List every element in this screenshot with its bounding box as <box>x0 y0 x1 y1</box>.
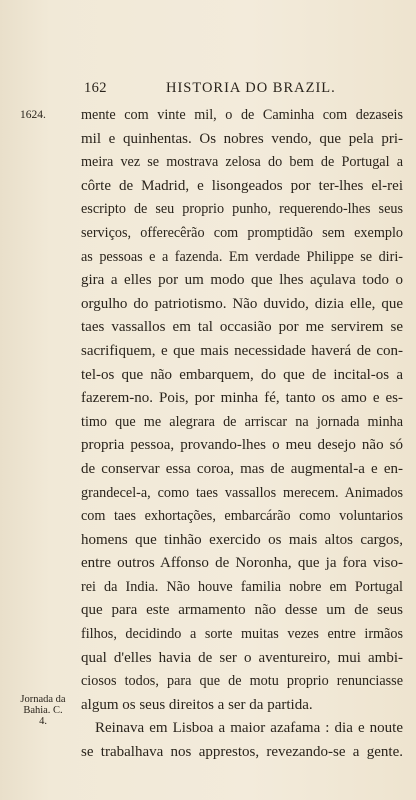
text-line: serviços, offerecêrão com promptidão sem exemplo <box>81 224 403 241</box>
margin-note-year: 1624. <box>20 109 46 121</box>
text-line: mente com vinte mil, o de Caminha com dezaseis <box>81 107 403 123</box>
text-line: meira vez se mostrava zelosa do bem de Portugal a <box>81 154 403 171</box>
text-line: propria pessoa, provando-lhes o meu desejo não só <box>81 437 403 454</box>
text-line: orgulho do patriotismo. Não duvido, dizia elle, que <box>81 295 403 312</box>
text-line: de conservar essa coroa, mas de augmental-a e en- <box>81 460 403 477</box>
text-line: taes vassallos em tal occasião por me servirem se <box>81 319 403 336</box>
text-line: mil e quinhentas. Os nobres vendo, que pela pri- <box>81 130 403 147</box>
text-line: as pessoas e a fazenda. Em verdade Philippe se diri- <box>81 248 403 265</box>
text-line: rei da India. Não houve familia nobre em Portugal <box>81 578 403 595</box>
page-header <box>70 80 410 102</box>
text-line: escripto de seu proprio punho, requerendo-lhes seus <box>81 201 403 218</box>
text-line: entre outros Affonso de Noronha, que ja fora viso- <box>81 555 403 572</box>
text-line: Reinava em Lisboa a maior azafama : dia e noute <box>95 720 403 737</box>
text-line: fazerem-no. Pois, por minha fé, tanto os amo e es- <box>81 390 403 407</box>
text-line: tel-os que não embarquem, do que de incital-os a <box>81 366 403 383</box>
text-line: se trabalhava nos apprestos, revezando-se a gente. <box>81 744 403 761</box>
text-line: filhos, decidindo a sorte muitas vezes entre irmãos <box>81 626 403 643</box>
page-number: 162 <box>84 80 107 96</box>
text-line: com taes exhortações, embarcárão como voluntarios <box>81 508 403 525</box>
margin-note-jornada: Jornada da Bahia. C. 4. <box>20 694 66 727</box>
text-line: gira a elles por um modo que lhes açulava todo o <box>81 272 403 289</box>
body-text <box>81 104 403 765</box>
text-line: algum os seus direitos a ser da partida. <box>81 696 313 713</box>
text-line: grandecel-a, como taes vassallos merecem. Animados <box>81 484 403 501</box>
running-title: HISTORIA DO BRAZIL. <box>166 80 336 96</box>
text-line: qual d'elles havia de ser o aventureiro, mui ambi- <box>81 649 403 666</box>
text-line: côrte de Madrid, e lisongeados por ter-lhes el-rei <box>81 177 403 194</box>
text-line: timo que me alegrara de arriscar na jornada minha <box>81 413 403 430</box>
text-line: sacrifiquem, e que mais necessidade haverá de con- <box>81 342 403 359</box>
text-line: homens que tinhão exercido os mais altos cargos, <box>81 531 403 548</box>
text-line: que para este armamento não desse um de seus <box>81 602 403 619</box>
text-line: ciosos todos, para que de motu proprio renunciasse <box>81 673 403 690</box>
